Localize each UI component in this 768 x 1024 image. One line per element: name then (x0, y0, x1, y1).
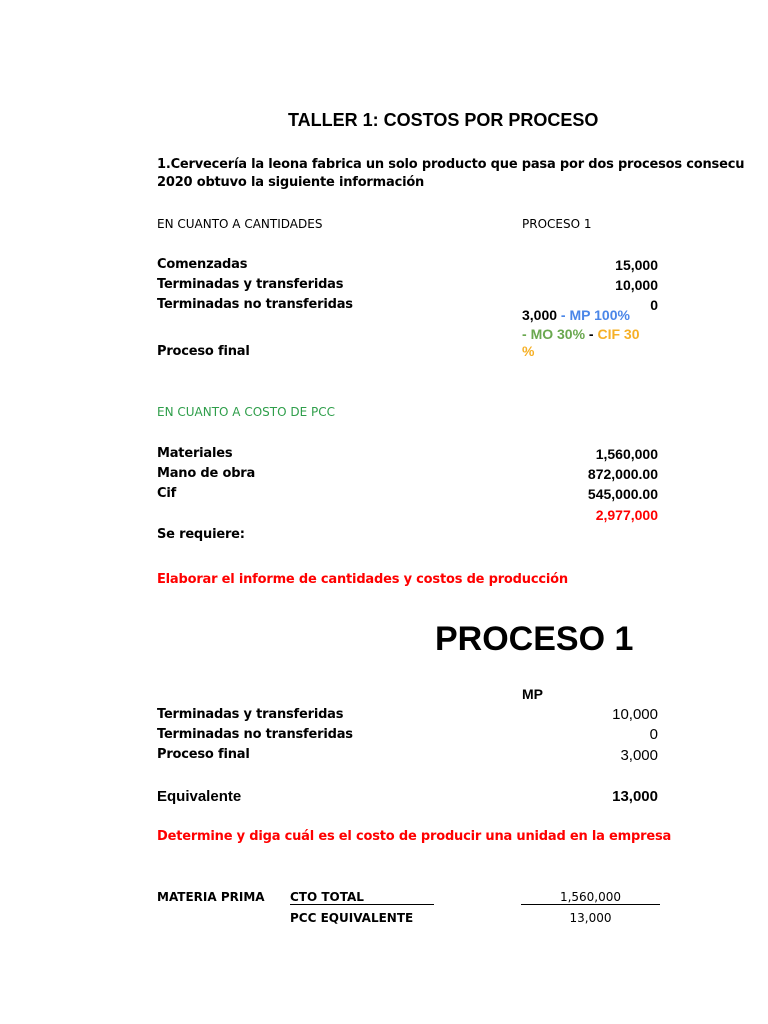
proceso-value-terminadas-no-transferidas: 0 (649, 726, 658, 743)
cost-value-mano-de-obra: 872,000.00 (587, 466, 658, 482)
process-header: PROCESO 1 (522, 217, 592, 231)
qty-value-terminadas-transferidas: 10,000 (615, 277, 658, 293)
cost-label-materiales: Materiales (157, 446, 233, 461)
quantities-header: EN CUANTO A CANTIDADES (157, 217, 323, 231)
unit-cost-label: MATERIA PRIMA (157, 890, 265, 904)
cost-value-cif: 545,000.00 (587, 486, 658, 502)
proceso-label-terminadas-no-transferidas: Terminadas no transferidas (157, 727, 353, 742)
costs-header: EN CUANTO A COSTO DE PCC (157, 405, 335, 419)
unit-cost-denominator-value: 13,000 (569, 911, 612, 925)
final-note-clipped-line (518, 307, 668, 323)
equivalent-label: Equivalente (157, 788, 242, 805)
unit-cost-numerator-value: 1,560,000 (521, 890, 660, 905)
intro-line-2: 2020 obtuvo la siguiente información (157, 175, 425, 190)
cost-label-mano-de-obra: Mano de obra (157, 466, 256, 481)
final-note-line2 (522, 326, 640, 342)
proceso-label-proceso-final: Proceso final (157, 747, 250, 762)
question-text: Determine y diga cuál es el costo de producir una unidad en la empresa (157, 829, 672, 844)
final-note-pct: % (522, 343, 535, 359)
qty-label-proceso-final: Proceso final (157, 344, 250, 359)
final-note-mp: MP 100% (569, 307, 630, 323)
proceso-label-terminadas-transferidas: Terminadas y transferidas (157, 707, 344, 722)
final-note-cif: CIF 30 (597, 326, 640, 342)
final-note-sep3: - (585, 326, 598, 342)
proceso-value-proceso-final: 3,000 (620, 747, 658, 764)
proceso-value-terminadas-transferidas: 10,000 (612, 706, 658, 723)
equivalent-value: 13,000 (612, 788, 658, 805)
final-note-qty: 3,000 (522, 307, 558, 323)
instruction-text: Elaborar el informe de cantidades y costos de producción (157, 572, 568, 587)
proceso-column-mp: MP (522, 686, 543, 702)
cost-total: 2,977,000 (595, 507, 658, 523)
final-note-sep2: - (522, 326, 531, 342)
qty-label-terminadas-transferidas: Terminadas y transferidas (157, 277, 344, 292)
cost-value-materiales: 1,560,000 (595, 446, 658, 462)
final-note-sep1: - (557, 307, 570, 323)
proceso-title: PROCESO 1 (435, 620, 634, 658)
qty-label-terminadas-no-transferidas: Terminadas no transferidas (157, 297, 353, 312)
qty-label-comenzadas: Comenzadas (157, 257, 248, 272)
page-title: TALLER 1: COSTOS POR PROCESO (288, 110, 599, 130)
final-note-mo: MO 30% (530, 326, 586, 342)
requirement-label: Se requiere: (157, 527, 245, 542)
qty-value-terminadas-no-transferidas: 0 (650, 297, 658, 313)
unit-cost-numerator-label: CTO TOTAL (290, 890, 434, 905)
qty-value-comenzadas: 15,000 (615, 257, 658, 273)
unit-cost-denominator-label: PCC EQUIVALENTE (290, 911, 414, 925)
intro-line-1: 1.Cervecería la leona fabrica un solo producto que pasa por dos procesos consecu (157, 157, 745, 172)
cost-label-cif: Cif (157, 486, 177, 501)
